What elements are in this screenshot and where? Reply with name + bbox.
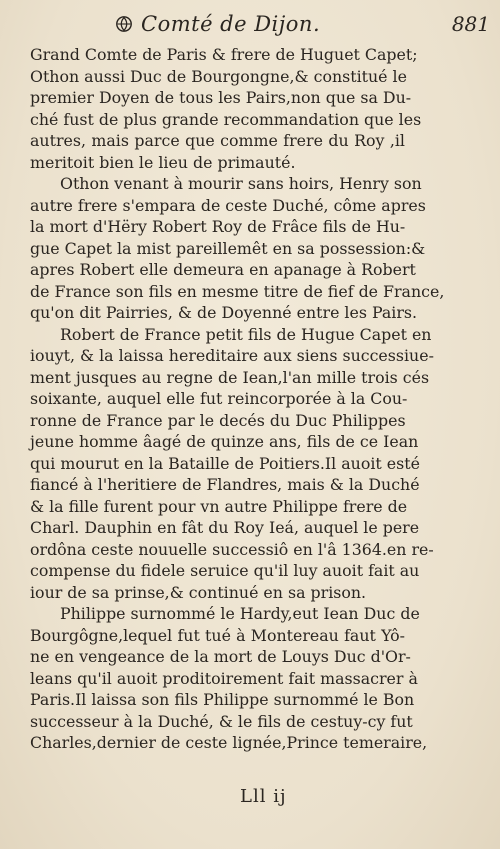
text-line: qu'on dit Pairries, & de Doyenné entre les Pairs.: [30, 303, 418, 322]
page-number: 881: [451, 12, 490, 36]
signature-mark: Lll ij: [240, 786, 287, 807]
text-line: autres, mais parce que comme frere du Roy ,il: [30, 131, 405, 150]
text-line: ne en vengeance de la mort de Louys Duc d'Or-: [30, 647, 411, 666]
text-line: apres Robert elle demeura en apanage à Robert: [30, 260, 416, 279]
text-line: Othon venant à mourir sans hoirs, Henry son: [60, 174, 422, 193]
body-text: [30, 44, 445, 754]
text-line: qui mourut en la Bataille de Poitiers.Il auoit esté: [30, 453, 420, 473]
text-line: ché fust de plus grande recommandation que les: [30, 109, 422, 129]
text-line: Paris.Il laissa son fils Philippe surnommé le Bon: [30, 690, 415, 709]
text-line: Othon aussi Duc de Bourgongne,& constitué le: [30, 66, 407, 86]
text-line: fiancé à l'heritiere de Flandres, mais & la Duché: [30, 475, 420, 494]
text-line: autre frere s'empara de ceste Duché, côme apres: [30, 195, 426, 215]
fleuron-icon: [115, 15, 133, 33]
text-line: Bourgôgne,lequel fut tué à Montereau faut Yô-: [30, 625, 405, 645]
text-line: meritoit bien le lieu de primauté.: [30, 152, 296, 172]
text-line: leans qu'il auoit proditoirement fait massacrer à: [30, 668, 418, 688]
text-line: premier Doyen de tous les Pairs,non que sa Du-: [30, 88, 412, 107]
text-line: iour de sa prinse,& continué en sa prison.: [30, 582, 367, 602]
text-line: & la fille furent pour vn autre Philippe frere de: [30, 496, 408, 516]
text-line: successeur à la Duché, & le fils de cestuy-cy fut: [30, 711, 413, 731]
text-line: iouyt, & la laissa hereditaire aux siens successiue-: [30, 346, 434, 365]
text-line: ronne de France par le decés du Duc Philippes: [30, 410, 406, 430]
text-line: Charles,dernier de ceste lignée,Prince temeraire,: [30, 733, 428, 752]
running-title: Comté de Dijon.: [141, 12, 321, 36]
running-header: [115, 8, 490, 40]
text-line: Philippe surnommé le Hardy,eut Iean Duc de: [60, 604, 420, 623]
text-line: jeune homme âagé de quinze ans, fils de ce Iean: [30, 432, 419, 451]
text-line: de France son fils en mesme titre de fief de France,: [30, 281, 445, 301]
text-line: la mort d'Hëry Robert Roy de Frâce fils de Hu-: [30, 217, 406, 236]
text-line: Robert de France petit fils de Hugue Capet en: [60, 324, 432, 344]
text-line: Grand Comte de Paris & frere de Huguet Capet;: [30, 45, 418, 64]
text-line: ordôna ceste nouuelle successiô en l'â 1364.en re-: [30, 539, 434, 559]
text-line: Charl. Dauphin en fât du Roy Ieá, auquel le pere: [30, 518, 420, 537]
text-line: ment jusques au regne de Iean,l'an mille trois cés: [30, 367, 430, 387]
text-line: compense du fidele seruice qu'il luy auoit fait au: [30, 561, 420, 580]
text-line: gue Capet la mist pareillemêt en sa possession:&: [30, 238, 426, 258]
text-line: soixante, auquel elle fut reincorporée à la Cou-: [30, 389, 408, 408]
